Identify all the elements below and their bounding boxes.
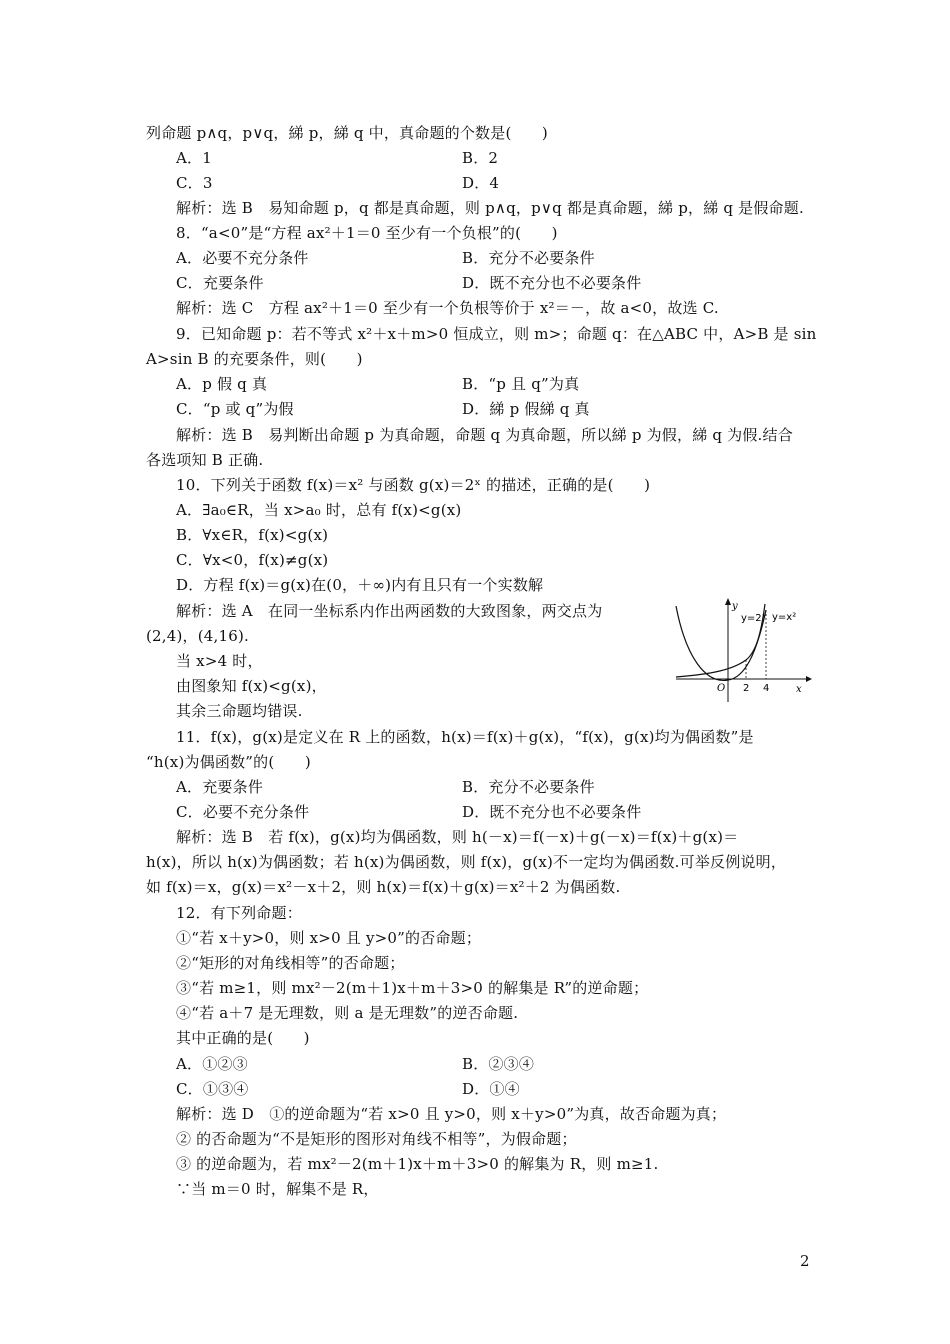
text-line: ③ 的逆命题为，若 mx²－2(m＋1)x＋m＋3>0 的解集为 R，则 m≥1. — [176, 1155, 659, 1173]
text-line: ∵当 m＝0 时，解集不是 R， — [176, 1180, 379, 1198]
solution-line: 解析：选 A 在同一坐标系内作出两函数的大致图象，两交点为 — [176, 602, 603, 620]
axis-label-y: y — [732, 601, 738, 612]
solution-line: 解析：选 B 若 f(x)，g(x)均为偶函数，则 h(－x)＝f(－x)＋g(－x)＝f(x)＋g(x)＝ — [176, 828, 739, 846]
option-b: B．2 — [462, 149, 499, 167]
option-d: D．綈 p 假綈 q 真 — [462, 400, 590, 418]
option-b: B．充分不必要条件 — [462, 249, 595, 267]
proposition-4: ④“若 a＋7 是无理数，则 a 是无理数”的逆否命题. — [176, 1004, 519, 1022]
label-g: y=2ˣ — [741, 613, 767, 624]
solution-line: 解析：选 C 方程 ax²＋1＝0 至少有一个负根等价于 x²＝－，故 a<0，故选 C. — [176, 299, 719, 317]
question-10: 10．下列关于函数 f(x)＝x² 与函数 g(x)＝2ˣ 的描述，正确的是( ) — [176, 476, 651, 494]
proposition-1: ①“若 x＋y>0，则 x>0 且 y>0”的否命题； — [176, 929, 482, 947]
option-d: D．既不充分也不必要条件 — [462, 803, 642, 821]
tick-label-2: 2 — [743, 683, 750, 694]
label-f: y=x² — [772, 612, 797, 623]
text-line: 如 f(x)＝x，g(x)＝x²－x＋2，则 h(x)＝f(x)＋g(x)＝x²＋2 为偶函数. — [146, 878, 621, 896]
option-a: A．充要条件 — [176, 778, 264, 796]
text-line: 当 x>4 时， — [176, 652, 263, 670]
text-line: “h(x)为偶函数”的( ) — [146, 753, 311, 771]
question-8: 8．“a<0”是“方程 ax²＋1＝0 至少有一个负根”的( ) — [176, 224, 558, 242]
question-9: 9．已知命题 p：若不等式 x²＋x＋m>0 恒成立，则 m>；命题 q：在△ABC 中，A>B 是 sin — [176, 325, 817, 343]
text-line: 由图象知 f(x)<g(x)， — [176, 677, 327, 695]
solution-line: 解析：选 B 易判断出命题 p 为真命题，命题 q 为真命题，所以綈 p 为假，綈 q 为假.结合 — [176, 426, 793, 444]
option-d: D．①④ — [462, 1080, 520, 1098]
option-b: B．∀x∈R，f(x)<g(x) — [176, 526, 329, 544]
option-a: A．①②③ — [176, 1055, 248, 1073]
option-c: C．必要不充分条件 — [176, 803, 310, 821]
option-b: B．充分不必要条件 — [462, 778, 595, 796]
option-c: C．充要条件 — [176, 274, 264, 292]
option-a: A．必要不充分条件 — [176, 249, 309, 267]
option-d: D．4 — [462, 174, 500, 192]
option-c: C．∀x<0，f(x)≠g(x) — [176, 551, 329, 569]
page-number: 2 — [800, 1252, 810, 1270]
proposition-2: ②“矩形的对角线相等”的否命题； — [176, 954, 405, 972]
option-a: A．∃a₀∈R，当 x>a₀ 时，总有 f(x)<g(x) — [176, 501, 462, 519]
question-11: 11．f(x)，g(x)是定义在 R 上的函数，h(x)＝f(x)＋g(x)，“f(x)，g(x)均为偶函数”是 — [176, 728, 754, 746]
solution-line: 解析：选 D ①的逆命题为“若 x>0 且 y>0，则 x＋y>0”为真，故否命题为真； — [176, 1105, 727, 1123]
x-axis-arrow — [806, 676, 812, 682]
tick-label-4: 4 — [763, 683, 770, 694]
option-a: A．p 假 q 真 — [176, 375, 268, 393]
option-b: B．②③④ — [462, 1055, 535, 1073]
text-line: 列命题 p∧q，p∨q，綈 p，綈 q 中，真命题的个数是( ) — [146, 124, 548, 142]
option-d: D．既不充分也不必要条件 — [462, 274, 642, 292]
text-line: 各选项知 B 正确. — [146, 451, 264, 469]
text-line: h(x)，所以 h(x)为偶函数；若 h(x)为偶函数，则 f(x)，g(x)不一定均为偶函数.可举反例说明， — [146, 853, 787, 871]
option-c: C．①③④ — [176, 1080, 249, 1098]
function-graph-figure — [672, 598, 812, 708]
solution-line: 解析：选 B 易知命题 p，q 都是真命题，则 p∧q，p∨q 都是真命题，綈 p，綈 q 是假命题. — [176, 199, 804, 217]
option-b: B．“p 且 q”为真 — [462, 375, 580, 393]
origin-label: O — [717, 683, 726, 694]
option-d: D．方程 f(x)＝g(x)在(0，＋∞)内有且只有一个实数解 — [176, 576, 544, 594]
text-line: ② 的否命题为“不是矩形的图形对角线不相等”，为假命题； — [176, 1130, 577, 1148]
text-line: A>sin B 的充要条件，则( ) — [146, 350, 363, 368]
option-c: C．3 — [176, 174, 213, 192]
text-line: 其余三命题均错误. — [176, 702, 303, 720]
text-line: (2,4)，(4,16). — [146, 627, 250, 645]
axis-label-x: x — [796, 684, 802, 695]
proposition-3: ③“若 m≥1，则 mx²－2(m＋1)x＋m＋3>0 的解集是 R”的逆命题； — [176, 979, 649, 997]
option-c: C．“p 或 q”为假 — [176, 400, 294, 418]
text-line: 其中正确的是( ) — [176, 1029, 310, 1047]
question-12: 12．有下列命题： — [176, 904, 302, 922]
y-axis-arrow — [725, 598, 731, 605]
option-a: A．1 — [176, 149, 212, 167]
